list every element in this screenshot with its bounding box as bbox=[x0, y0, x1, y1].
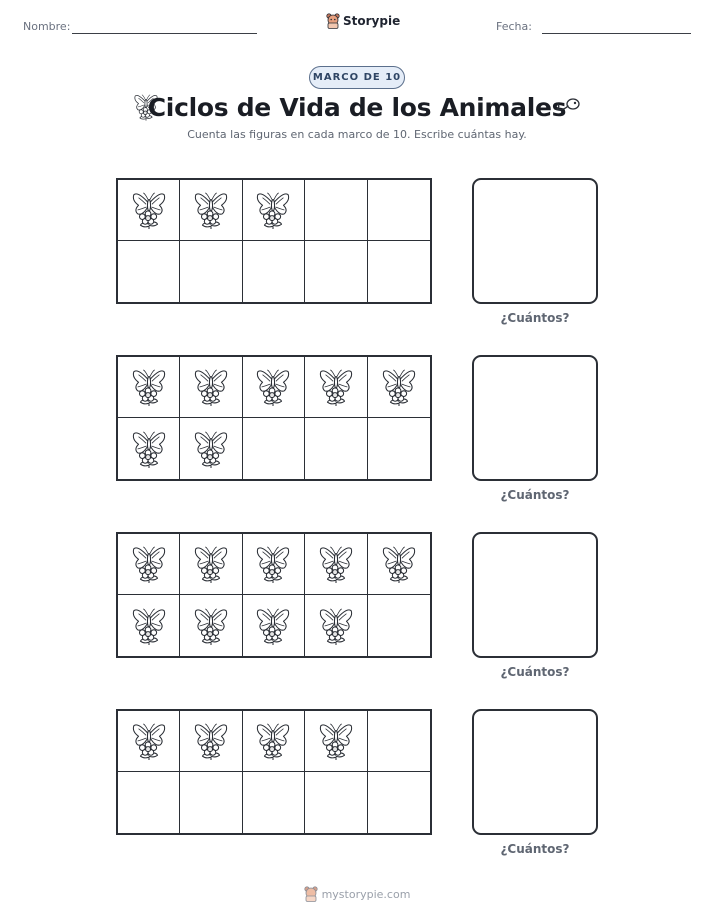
frame-cell bbox=[180, 241, 242, 302]
frame-cell bbox=[243, 711, 305, 772]
frame-cell bbox=[368, 595, 430, 656]
butterfly-flower-icon bbox=[192, 428, 230, 470]
answer-box-3[interactable] bbox=[472, 532, 598, 658]
answer-box-4[interactable] bbox=[472, 709, 598, 835]
name-label: Nombre: bbox=[23, 20, 71, 33]
page-title: Ciclos de Vida de los Animales bbox=[147, 93, 567, 122]
frame-cell bbox=[243, 357, 305, 418]
frame-cell bbox=[180, 772, 242, 833]
answer-label-2: ¿Cuántos? bbox=[500, 488, 570, 502]
frame-cell bbox=[368, 357, 430, 418]
instructions: Cuenta las figuras en cada marco de 10. Escribe cuántas hay. bbox=[187, 128, 527, 141]
frame-cell bbox=[180, 418, 242, 479]
answer-label-3: ¿Cuántos? bbox=[500, 665, 570, 679]
butterfly-flower-icon bbox=[254, 189, 292, 231]
frame-cell bbox=[305, 534, 367, 595]
frame-cell bbox=[118, 418, 180, 479]
butterfly-flower-icon bbox=[130, 605, 168, 647]
date-field[interactable] bbox=[542, 33, 691, 34]
butterfly-flower-icon bbox=[192, 189, 230, 231]
frame-cell bbox=[243, 595, 305, 656]
frame-cell bbox=[305, 711, 367, 772]
butterfly-flower-icon bbox=[192, 605, 230, 647]
frame-cell bbox=[243, 241, 305, 302]
butterfly-flower-icon bbox=[380, 366, 418, 408]
ten-frame-4 bbox=[116, 709, 432, 835]
butterfly-flower-icon bbox=[192, 720, 230, 762]
frame-cell bbox=[368, 418, 430, 479]
frame-cell bbox=[180, 357, 242, 418]
frame-cell bbox=[180, 534, 242, 595]
footer-url: mystorypie.com bbox=[321, 887, 411, 901]
storypie-bear-icon bbox=[304, 886, 318, 902]
worksheet-type-badge: MARCO DE 10 bbox=[309, 66, 405, 89]
butterfly-flower-icon bbox=[380, 543, 418, 585]
frame-cell bbox=[243, 418, 305, 479]
butterfly-flower-icon bbox=[130, 189, 168, 231]
butterfly-flower-icon bbox=[130, 543, 168, 585]
date-label: Fecha: bbox=[496, 20, 532, 33]
butterfly-flower-icon bbox=[317, 720, 355, 762]
butterfly-flower-icon bbox=[130, 366, 168, 408]
frame-cell bbox=[118, 357, 180, 418]
frame-cell bbox=[368, 772, 430, 833]
frame-cell bbox=[118, 711, 180, 772]
frame-cell bbox=[305, 772, 367, 833]
frame-cell bbox=[118, 595, 180, 656]
frame-cell bbox=[305, 418, 367, 479]
frame-cell bbox=[368, 241, 430, 302]
butterfly-flower-icon bbox=[254, 720, 292, 762]
frame-cell bbox=[305, 357, 367, 418]
storypie-bear-icon bbox=[326, 13, 340, 29]
answer-box-1[interactable] bbox=[472, 178, 598, 304]
frame-cell bbox=[305, 180, 367, 241]
butterfly-flower-icon bbox=[130, 428, 168, 470]
ten-frame-1 bbox=[116, 178, 432, 304]
butterfly-flower-icon bbox=[254, 605, 292, 647]
frame-cell bbox=[118, 241, 180, 302]
brand bbox=[326, 13, 400, 29]
frame-cell bbox=[180, 711, 242, 772]
butterfly-flower-icon bbox=[130, 720, 168, 762]
ten-frame-3 bbox=[116, 532, 432, 658]
butterfly-flower-icon bbox=[254, 543, 292, 585]
frame-cell bbox=[243, 772, 305, 833]
answer-label-4: ¿Cuántos? bbox=[500, 842, 570, 856]
frame-cell bbox=[180, 595, 242, 656]
answer-box-2[interactable] bbox=[472, 355, 598, 481]
frame-cell bbox=[368, 711, 430, 772]
frame-cell bbox=[305, 595, 367, 656]
frame-cell bbox=[368, 180, 430, 241]
frame-cell bbox=[180, 180, 242, 241]
ten-frame-2 bbox=[116, 355, 432, 481]
frame-cell bbox=[118, 534, 180, 595]
brand-name: Storypie bbox=[343, 14, 401, 28]
answer-label-1: ¿Cuántos? bbox=[500, 311, 570, 325]
frame-cell bbox=[368, 534, 430, 595]
frame-cell bbox=[118, 772, 180, 833]
butterfly-flower-icon bbox=[317, 605, 355, 647]
name-field[interactable] bbox=[72, 33, 257, 34]
frame-cell bbox=[118, 180, 180, 241]
frame-cell bbox=[243, 534, 305, 595]
frame-cell bbox=[243, 180, 305, 241]
frame-cell bbox=[305, 241, 367, 302]
tadpole-icon bbox=[554, 96, 582, 116]
butterfly-flower-icon bbox=[192, 366, 230, 408]
butterfly-flower-icon bbox=[192, 543, 230, 585]
butterfly-flower-icon bbox=[254, 366, 292, 408]
butterfly-flower-icon bbox=[317, 543, 355, 585]
footer bbox=[0, 886, 714, 902]
butterfly-flower-icon bbox=[317, 366, 355, 408]
